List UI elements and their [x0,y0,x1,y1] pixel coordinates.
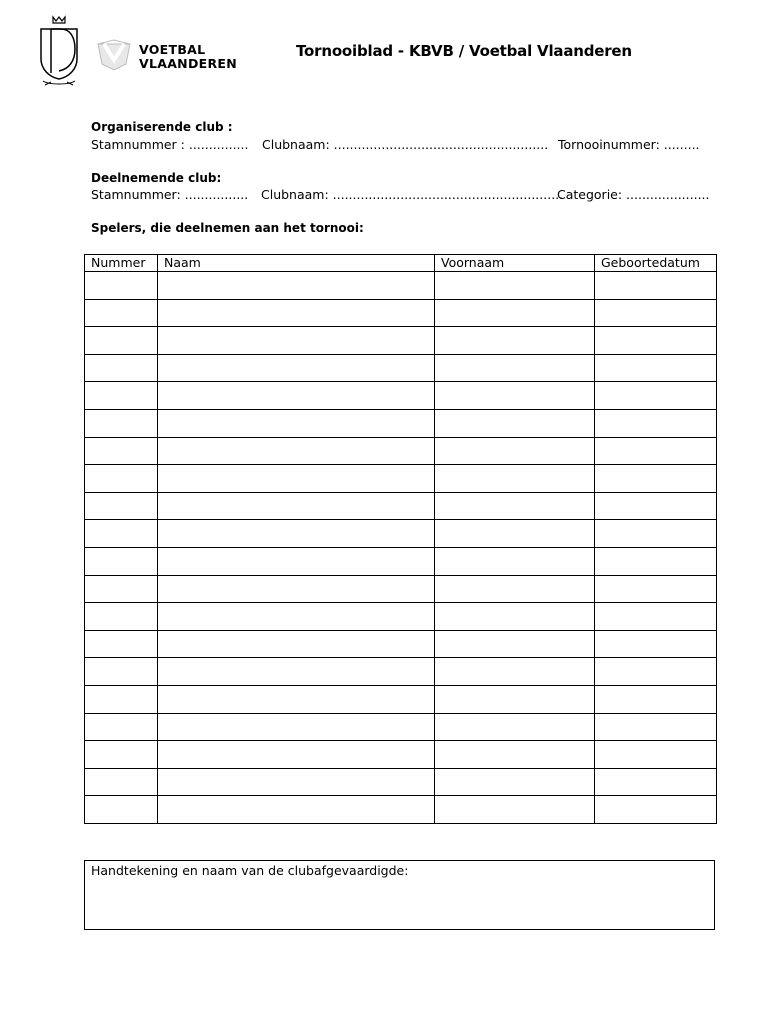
participant-heading: Deelnemende club: [91,171,222,185]
table-row [85,520,717,548]
cell-naam[interactable] [158,575,435,603]
cell-geboortedatum[interactable] [595,354,717,382]
table-row [85,630,717,658]
cell-nummer[interactable] [85,354,158,382]
organiser-clubnaam: Clubnaam: ...................................................... [262,137,549,152]
table-row [85,547,717,575]
cell-geboortedatum[interactable] [595,437,717,465]
cell-voornaam[interactable] [435,382,595,410]
column-header-nummer: Nummer [85,255,158,272]
cell-voornaam[interactable] [435,630,595,658]
cell-voornaam[interactable] [435,685,595,713]
cell-naam[interactable] [158,272,435,300]
organiser-tornooinummer: Tornooinummer: ......... [558,137,700,152]
cell-nummer[interactable] [85,603,158,631]
cell-voornaam[interactable] [435,658,595,686]
cell-voornaam[interactable] [435,520,595,548]
table-row [85,603,717,631]
cell-geboortedatum[interactable] [595,492,717,520]
cell-nummer[interactable] [85,437,158,465]
cell-naam[interactable] [158,658,435,686]
cell-voornaam[interactable] [435,327,595,355]
cell-naam[interactable] [158,492,435,520]
table-row [85,409,717,437]
table-row [85,354,717,382]
participant-clubnaam: Clubnaam: .......................................................... [261,187,564,202]
cell-nummer[interactable] [85,713,158,741]
cell-nummer[interactable] [85,547,158,575]
cell-naam[interactable] [158,796,435,824]
cell-naam[interactable] [158,354,435,382]
cell-nummer[interactable] [85,575,158,603]
table-row [85,465,717,493]
cell-nummer[interactable] [85,630,158,658]
page-title: Tornooiblad - KBVB / Voetbal Vlaanderen [296,42,632,60]
cell-naam[interactable] [158,520,435,548]
cell-geboortedatum[interactable] [595,603,717,631]
players-heading: Spelers, die deelnemen aan het tornooi: [91,221,364,235]
cell-naam[interactable] [158,768,435,796]
cell-naam[interactable] [158,327,435,355]
cell-naam[interactable] [158,547,435,575]
brand-line-1: VOETBAL [139,42,206,57]
table-row [85,575,717,603]
cell-naam[interactable] [158,409,435,437]
cell-nummer[interactable] [85,299,158,327]
cell-geboortedatum[interactable] [595,768,717,796]
cell-nummer[interactable] [85,741,158,769]
cell-nummer[interactable] [85,272,158,300]
voetbal-vlaanderen-logo-icon [96,38,132,72]
cell-geboortedatum[interactable] [595,327,717,355]
cell-nummer[interactable] [85,520,158,548]
cell-geboortedatum[interactable] [595,547,717,575]
cell-geboortedatum[interactable] [595,630,717,658]
kbvb-logo-icon [37,15,81,89]
cell-voornaam[interactable] [435,768,595,796]
cell-voornaam[interactable] [435,603,595,631]
cell-nummer[interactable] [85,768,158,796]
cell-naam[interactable] [158,465,435,493]
brand-name [139,43,237,71]
table-row [85,741,717,769]
cell-nummer[interactable] [85,327,158,355]
cell-nummer[interactable] [85,492,158,520]
cell-voornaam[interactable] [435,741,595,769]
cell-geboortedatum[interactable] [595,272,717,300]
cell-nummer[interactable] [85,465,158,493]
cell-voornaam[interactable] [435,272,595,300]
cell-voornaam[interactable] [435,354,595,382]
column-header-naam: Naam [158,255,435,272]
table-row [85,713,717,741]
column-header-geboortedatum: Geboortedatum [595,255,717,272]
cell-geboortedatum[interactable] [595,741,717,769]
cell-geboortedatum[interactable] [595,658,717,686]
table-row [85,299,717,327]
brand-line-2: VLAANDEREN [139,56,237,71]
cell-geboortedatum[interactable] [595,382,717,410]
cell-voornaam[interactable] [435,409,595,437]
players-table [84,254,717,824]
cell-geboortedatum[interactable] [595,575,717,603]
cell-nummer[interactable] [85,796,158,824]
cell-geboortedatum[interactable] [595,796,717,824]
cell-nummer[interactable] [85,382,158,410]
organiser-heading: Organiserende club : [91,120,233,134]
table-row [85,492,717,520]
participant-stamnummer: Stamnummer: ................ [91,187,249,202]
cell-geboortedatum[interactable] [595,713,717,741]
cell-nummer[interactable] [85,658,158,686]
signature-box[interactable] [84,860,715,930]
table-row [85,685,717,713]
cell-geboortedatum[interactable] [595,409,717,437]
column-header-voornaam: Voornaam [435,255,595,272]
table-row [85,327,717,355]
table-row [85,382,717,410]
table-row [85,768,717,796]
cell-naam[interactable] [158,382,435,410]
cell-voornaam[interactable] [435,437,595,465]
table-row [85,437,717,465]
cell-geboortedatum[interactable] [595,299,717,327]
cell-naam[interactable] [158,299,435,327]
cell-geboortedatum[interactable] [595,465,717,493]
cell-voornaam[interactable] [435,796,595,824]
cell-naam[interactable] [158,685,435,713]
cell-voornaam[interactable] [435,299,595,327]
cell-voornaam[interactable] [435,465,595,493]
cell-geboortedatum[interactable] [595,520,717,548]
cell-naam[interactable] [158,741,435,769]
cell-naam[interactable] [158,713,435,741]
cell-naam[interactable] [158,437,435,465]
table-row [85,796,717,824]
cell-voornaam[interactable] [435,713,595,741]
table-row [85,272,717,300]
cell-naam[interactable] [158,603,435,631]
cell-naam[interactable] [158,630,435,658]
cell-voornaam[interactable] [435,575,595,603]
table-row [85,658,717,686]
participant-categorie: Categorie: ..................... [557,187,710,202]
cell-voornaam[interactable] [435,492,595,520]
cell-voornaam[interactable] [435,547,595,575]
organiser-stamnummer: Stamnummer : ............... [91,137,249,152]
cell-nummer[interactable] [85,409,158,437]
signature-label: Handtekening en naam van de clubafgevaardigde: [91,863,409,878]
cell-geboortedatum[interactable] [595,685,717,713]
table-header-row [85,255,717,272]
cell-nummer[interactable] [85,685,158,713]
